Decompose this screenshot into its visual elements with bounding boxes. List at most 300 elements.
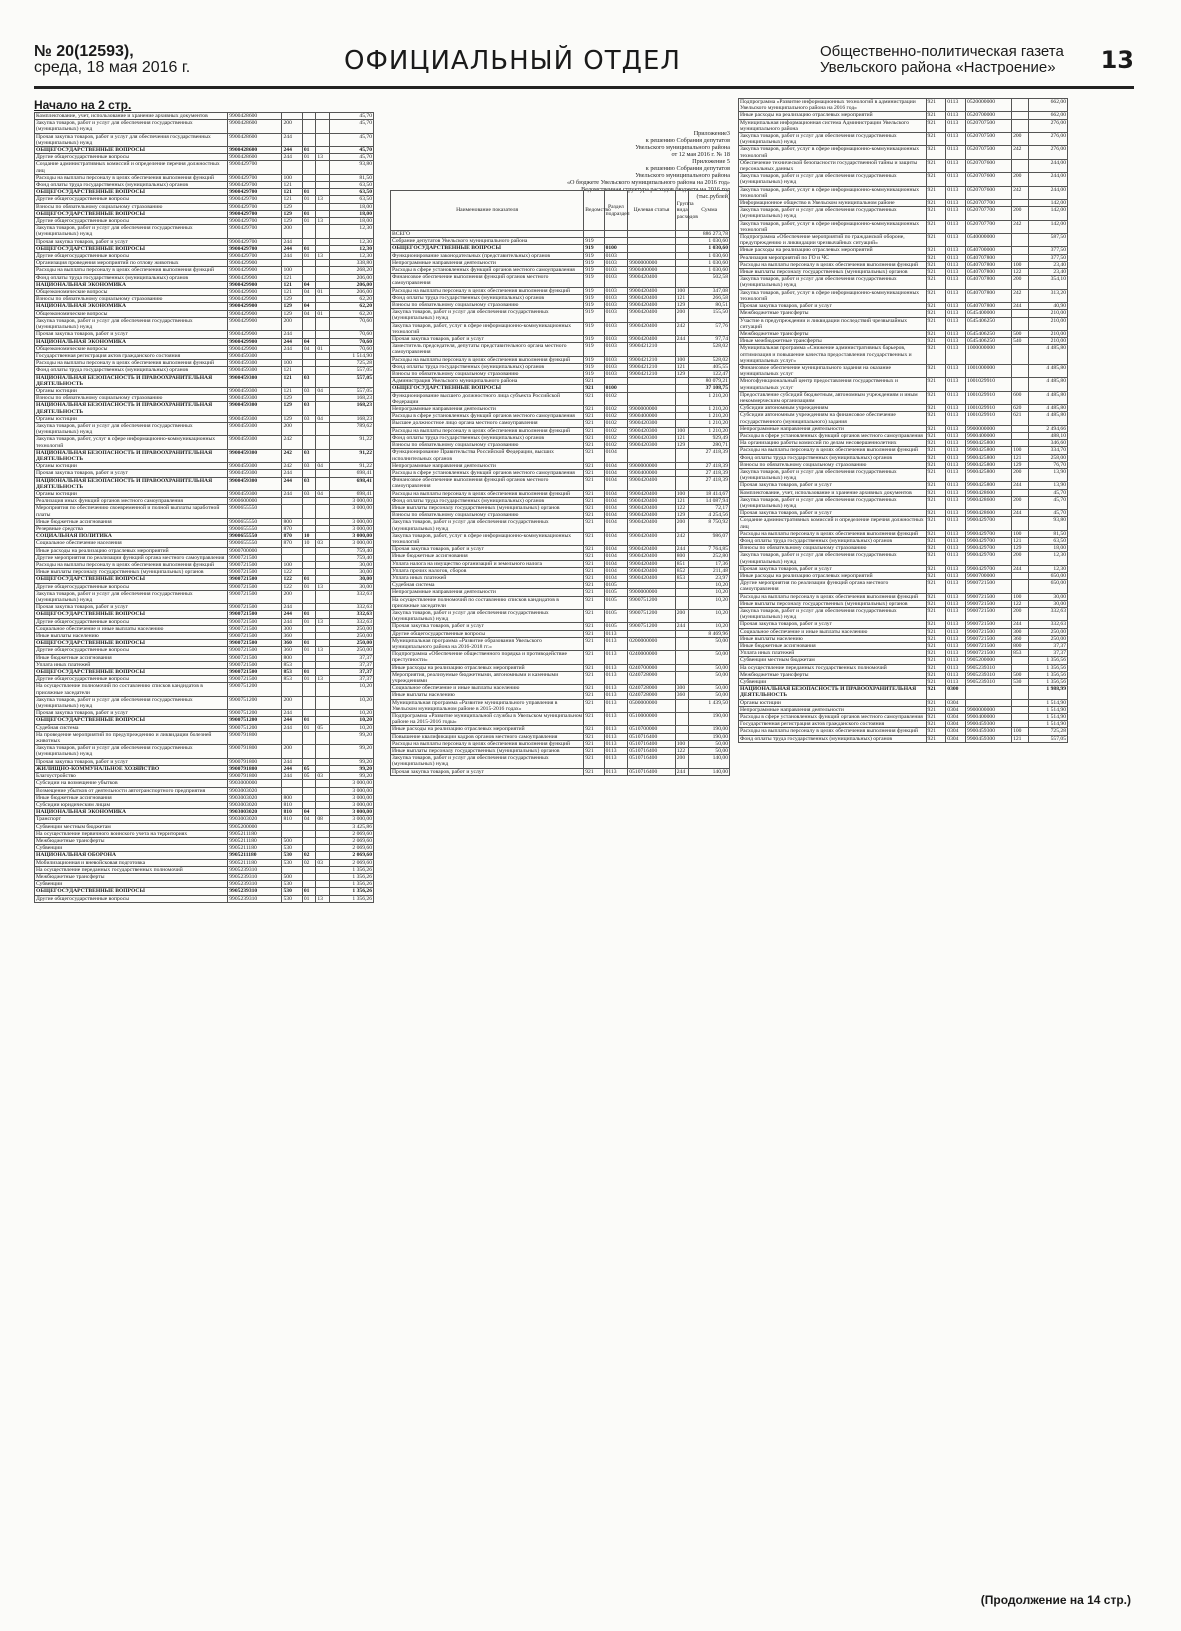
row-code: 9900721500 bbox=[228, 625, 282, 632]
row-code bbox=[675, 392, 689, 405]
row-amount: 528,02 bbox=[689, 356, 730, 363]
continued-from: Начало на 2 стр. bbox=[34, 98, 132, 112]
table-row bbox=[35, 576, 374, 583]
row-code: 0113 bbox=[946, 207, 966, 220]
row-code: 0520000000 bbox=[966, 99, 1012, 112]
row-code: 0103 bbox=[604, 309, 628, 322]
row-label: Фонд оплаты труда государственных (муниципальных) органов bbox=[35, 274, 228, 281]
row-amount: 1 514,90 bbox=[329, 352, 373, 359]
appendix-line: к решению Собрания депутатов bbox=[645, 137, 730, 144]
table-row bbox=[35, 518, 374, 525]
row-code bbox=[316, 717, 330, 724]
row-code bbox=[302, 547, 316, 554]
table-row bbox=[35, 245, 374, 252]
row-code: 244 bbox=[282, 710, 302, 717]
row-code: 919 bbox=[584, 267, 604, 274]
table-row bbox=[391, 309, 730, 322]
row-code: 921 bbox=[584, 713, 604, 726]
row-code: 0113 bbox=[946, 159, 966, 172]
table-row bbox=[739, 412, 1068, 425]
table-row bbox=[35, 640, 374, 647]
row-code: 921 bbox=[926, 391, 946, 404]
row-amount: 3 000,00 bbox=[329, 816, 373, 823]
row-label: Закупка товаров, работ и услуг для обеспечения государственных (муниципальных) нужд bbox=[35, 317, 228, 330]
table-row bbox=[35, 533, 374, 540]
row-code: 129 bbox=[282, 210, 302, 217]
row-label: Создание административных комиссий и определение перечня должностных лиц bbox=[35, 161, 228, 174]
row-code: 0113 bbox=[946, 173, 966, 186]
row-amount: 99,20 bbox=[329, 758, 373, 765]
row-amount: 276,00 bbox=[1028, 133, 1068, 146]
row-label: Мероприятия по обеспечению своевременной и полной выплаты заработной платы bbox=[35, 505, 228, 518]
row-code: 500 bbox=[1012, 330, 1028, 337]
row-amount: 2 494,66 bbox=[1028, 425, 1068, 432]
row-code: 0103 bbox=[604, 267, 628, 274]
row-code bbox=[628, 231, 675, 238]
row-code bbox=[316, 133, 330, 146]
row-amount: 1 356,56 bbox=[1028, 664, 1068, 671]
row-code: 921 bbox=[926, 119, 946, 132]
row-code: 0102 bbox=[604, 434, 628, 441]
row-code: 9900429900 bbox=[228, 331, 282, 338]
row-code: 0240700000 bbox=[628, 664, 675, 671]
row-amount: 313,20 bbox=[1028, 289, 1068, 302]
row-code: 100 bbox=[282, 267, 302, 274]
row-amount: 14 087,94 bbox=[689, 497, 730, 504]
row-amount: 50,00 bbox=[689, 671, 730, 684]
row-code: 921 bbox=[926, 679, 946, 686]
row-label: Иные выплаты населению bbox=[35, 633, 228, 640]
row-code: 9900721500 bbox=[228, 611, 282, 618]
row-code bbox=[316, 758, 330, 765]
row-label: Закупка товаров, работ и услуг для обеспечения государственных (муниципальных) нужд bbox=[35, 120, 228, 133]
row-label: Муниципальная информационная система Администрации Увельского муниципального района bbox=[739, 119, 927, 132]
row-code: 9900791800 bbox=[228, 731, 282, 744]
row-code: 0113 bbox=[946, 496, 966, 509]
row-code: 200 bbox=[282, 422, 302, 435]
row-code bbox=[675, 713, 689, 726]
row-code: 921 bbox=[926, 378, 946, 391]
row-code: 921 bbox=[584, 609, 604, 622]
table-row bbox=[35, 338, 374, 345]
row-code: 122 bbox=[282, 576, 302, 583]
row-label: Иные расходы на реализацию отраслевых мероприятий bbox=[391, 664, 584, 671]
row-code: 853 bbox=[1012, 650, 1028, 657]
table-row bbox=[739, 261, 1068, 268]
appendix-line: (тыс.рублей) bbox=[696, 193, 730, 200]
row-code: 300 bbox=[675, 685, 689, 692]
row-label: Взносы по обязательному социальному страхованию bbox=[739, 461, 927, 468]
row-amount: 250,00 bbox=[329, 647, 373, 654]
row-code bbox=[1012, 432, 1028, 439]
row-code bbox=[316, 837, 330, 844]
table-row bbox=[35, 852, 374, 859]
row-code: 9900429900 bbox=[228, 303, 282, 310]
row-code: 0520700000 bbox=[966, 112, 1012, 119]
row-code: 9900429900 bbox=[228, 338, 282, 345]
row-code bbox=[302, 238, 316, 245]
table-row bbox=[391, 651, 730, 664]
row-label: Закупка товаров, работ и услуг для обеспечения государственных (муниципальных) нужд bbox=[739, 276, 927, 289]
row-code: 0113 bbox=[946, 573, 966, 580]
row-code bbox=[1012, 99, 1028, 112]
row-code: 0113 bbox=[946, 545, 966, 552]
row-code: 919 bbox=[584, 336, 604, 343]
row-code bbox=[302, 498, 316, 505]
row-code bbox=[584, 231, 604, 238]
row-amount: 45,70 bbox=[1028, 496, 1068, 509]
row-code: 921 bbox=[926, 364, 946, 377]
row-code: 0102 bbox=[604, 427, 628, 434]
row-label: Фонд оплаты труда государственных (муниципальных) органов bbox=[391, 294, 584, 301]
row-code bbox=[675, 378, 689, 385]
table-row bbox=[35, 203, 374, 210]
row-code: 129 bbox=[282, 303, 302, 310]
row-label: Фонд оплаты труда государственных (муниципальных) органов bbox=[739, 538, 927, 545]
row-code: 0103 bbox=[604, 274, 628, 287]
table-row bbox=[35, 676, 374, 683]
row-code: 0103 bbox=[604, 371, 628, 378]
table-row bbox=[739, 657, 1068, 664]
row-label: НАЦИОНАЛЬНАЯ БЕЗОПАСНОСТЬ И ПРАВООХРАНИТЕЛЬНАЯ ДЕЯТЕЛЬНОСТЬ bbox=[739, 686, 927, 699]
table-row bbox=[35, 661, 374, 668]
table-row bbox=[35, 415, 374, 422]
row-code: 0520707500 bbox=[966, 146, 1012, 159]
table-row bbox=[35, 402, 374, 415]
table-row bbox=[391, 378, 730, 385]
row-code: 121 bbox=[675, 434, 689, 441]
row-amount: 18,00 bbox=[1028, 545, 1068, 552]
section-title: ОФИЦИАЛЬНЫЙ ОТДЕЛ bbox=[344, 46, 681, 76]
row-code: 0510716400 bbox=[628, 755, 675, 768]
row-amount: 557,05 bbox=[329, 367, 373, 374]
row-code bbox=[316, 823, 330, 830]
row-code: 0104 bbox=[604, 477, 628, 490]
row-code: 0103 bbox=[604, 294, 628, 301]
row-code: 921 bbox=[926, 628, 946, 635]
row-code: 853 bbox=[282, 661, 302, 668]
row-code: 0304 bbox=[946, 735, 966, 742]
table-row bbox=[35, 196, 374, 203]
row-amount: 502,58 bbox=[689, 274, 730, 287]
row-code: 04 bbox=[302, 310, 316, 317]
row-code bbox=[316, 852, 330, 859]
row-amount: 10,20 bbox=[329, 683, 373, 696]
table-row bbox=[391, 427, 730, 434]
row-label: Реализация мероприятий по ГО и ЧС bbox=[739, 254, 927, 261]
row-amount: 62,20 bbox=[329, 303, 373, 310]
row-code: 9905211180 bbox=[228, 852, 282, 859]
row-code bbox=[302, 161, 316, 174]
row-code: 921 bbox=[926, 447, 946, 454]
row-code: 0113 bbox=[604, 664, 628, 671]
table-row bbox=[391, 469, 730, 476]
row-code: 9900425800 bbox=[966, 468, 1012, 481]
table-row bbox=[739, 461, 1068, 468]
row-label: Субвенции bbox=[739, 679, 927, 686]
row-code: 9900791800 bbox=[228, 758, 282, 765]
row-code: 9900429700 bbox=[966, 545, 1012, 552]
row-amount: 3 425,86 bbox=[329, 823, 373, 830]
row-code: 9900420400 bbox=[628, 287, 675, 294]
row-code: 921 bbox=[584, 671, 604, 684]
row-label: Расходы на выплаты персоналу в целях обеспечения выполнения функций bbox=[391, 287, 584, 294]
row-amount: 72,17 bbox=[689, 504, 730, 511]
table-row bbox=[35, 238, 374, 245]
row-code: 9900421210 bbox=[628, 371, 675, 378]
row-code bbox=[302, 633, 316, 640]
row-label: Взносы по обязательному социальному страхованию bbox=[35, 395, 228, 402]
table-row bbox=[739, 133, 1068, 146]
row-code bbox=[316, 533, 330, 540]
row-label: На осуществление первичного воинского учета на территориях bbox=[35, 830, 228, 837]
row-code: 244 bbox=[282, 253, 302, 260]
row-code bbox=[316, 683, 330, 696]
row-code: 921 bbox=[926, 345, 946, 365]
row-amount: 97,74 bbox=[689, 336, 730, 343]
row-code bbox=[316, 210, 330, 217]
row-label: Межбюджетные трансферты bbox=[739, 310, 927, 317]
row-code bbox=[316, 547, 330, 554]
row-code: 852 bbox=[675, 567, 689, 574]
row-label: Прочая закупка товаров, работ и услуг bbox=[391, 768, 584, 775]
row-code: 01 bbox=[302, 618, 316, 625]
row-code bbox=[316, 845, 330, 852]
row-code bbox=[316, 604, 330, 611]
row-code: 244 bbox=[282, 338, 302, 345]
row-code bbox=[1012, 200, 1028, 207]
row-code bbox=[1012, 378, 1028, 391]
row-code: 04 bbox=[302, 816, 316, 823]
row-code: 9900420400 bbox=[628, 336, 675, 343]
row-label: НАЦИОНАЛЬНАЯ БЕЗОПАСНОСТЬ И ПРАВООХРАНИТЕЛЬНАЯ ДЕЯТЕЛЬНОСТЬ bbox=[35, 374, 228, 387]
row-code: 9900429900 bbox=[228, 310, 282, 317]
row-amount: 1 514,90 bbox=[1028, 714, 1068, 721]
row-code: 530 bbox=[282, 845, 302, 852]
table-row bbox=[35, 267, 374, 274]
row-code: 921 bbox=[926, 261, 946, 268]
table-row bbox=[739, 234, 1068, 247]
row-code: 919 bbox=[584, 302, 604, 309]
row-label: Прочая закупка товаров, работ и услуг bbox=[35, 604, 228, 611]
row-code bbox=[316, 661, 330, 668]
row-code: 9900751200 bbox=[628, 596, 675, 609]
row-code: 0520707500 bbox=[966, 133, 1012, 146]
row-code: 9900721500 bbox=[228, 604, 282, 611]
row-code: 200 bbox=[1012, 552, 1028, 565]
row-code bbox=[316, 281, 330, 288]
row-code: 921 bbox=[584, 385, 604, 392]
table-row bbox=[739, 664, 1068, 671]
row-amount: 3 000,00 bbox=[329, 809, 373, 816]
row-label: Закупка товаров, работ, услуг в сфере информационно-коммуникационных технологий bbox=[739, 289, 927, 302]
table-row bbox=[35, 161, 374, 174]
row-amount: 276,00 bbox=[1028, 119, 1068, 132]
row-code: 200 bbox=[282, 590, 302, 603]
row-code bbox=[316, 260, 330, 267]
row-label: Иные бюджетные ассигнования bbox=[739, 643, 927, 650]
table-row bbox=[35, 189, 374, 196]
row-label: Закупка товаров, работ и услуг для обеспечения государственных (муниципальных) нужд bbox=[739, 552, 927, 565]
row-code bbox=[316, 182, 330, 189]
row-code: 921 bbox=[926, 440, 946, 447]
row-label: Закупка товаров, работ и услуг для обеспечения государственных (муниципальных) нужд bbox=[391, 309, 584, 322]
row-code: 0113 bbox=[604, 726, 628, 733]
row-amount: 45,70 bbox=[329, 147, 373, 154]
row-amount: 80,51 bbox=[689, 302, 730, 309]
row-label: НАЦИОНАЛЬНАЯ БЕЗОПАСНОСТЬ И ПРАВООХРАНИТЕЛЬНАЯ ДЕЯТЕЛЬНОСТЬ bbox=[35, 477, 228, 490]
row-label: Субвенции bbox=[35, 845, 228, 852]
row-code: 121 bbox=[282, 281, 302, 288]
row-code: 9900429700 bbox=[228, 253, 282, 260]
row-label: Финансовое обеспечение выполнения функций органов местного самоуправления bbox=[391, 477, 584, 490]
row-code bbox=[675, 651, 689, 664]
row-code: 0500000000 bbox=[628, 699, 675, 712]
row-code bbox=[316, 525, 330, 532]
row-amount: 37,37 bbox=[329, 661, 373, 668]
table-row bbox=[391, 567, 730, 574]
row-code: 0104 bbox=[604, 519, 628, 532]
row-code bbox=[675, 449, 689, 462]
appendix-line: от 12 мая 2016 г. № 18 bbox=[671, 151, 730, 158]
row-code: 9905211180 bbox=[228, 830, 282, 837]
row-label: Иные выплаты персоналу государственных (муниципальных) органов bbox=[739, 600, 927, 607]
row-code: 870 bbox=[282, 533, 302, 540]
row-amount: 70,60 bbox=[329, 345, 373, 352]
table-row bbox=[391, 755, 730, 768]
row-code: 9900655550 bbox=[228, 540, 282, 547]
table-row bbox=[35, 174, 374, 181]
row-code: 0104 bbox=[604, 553, 628, 560]
row-code: 121 bbox=[675, 497, 689, 504]
row-code bbox=[302, 331, 316, 338]
row-code: 03 bbox=[302, 402, 316, 415]
row-code: 0113 bbox=[946, 378, 966, 391]
row-code: 244 bbox=[282, 724, 302, 731]
row-code: 0103 bbox=[604, 336, 628, 343]
row-amount: 3 000,00 bbox=[329, 518, 373, 525]
row-code: 9900721500 bbox=[228, 569, 282, 576]
row-code: 13 bbox=[316, 196, 330, 203]
row-code: 9900459300 bbox=[228, 415, 282, 422]
row-code bbox=[675, 259, 689, 266]
paper-name bbox=[820, 44, 1064, 76]
row-code bbox=[316, 113, 330, 120]
table-header-row bbox=[391, 191, 730, 231]
row-code: 0104 bbox=[604, 504, 628, 511]
row-code: 0540707800 bbox=[966, 269, 1012, 276]
row-code: 244 bbox=[282, 147, 302, 154]
row-code bbox=[675, 245, 689, 252]
row-label: Уплата налога на имущество организаций и земельного налога bbox=[391, 560, 584, 567]
row-code bbox=[1012, 657, 1028, 664]
row-amount: 63,50 bbox=[1028, 538, 1068, 545]
row-code bbox=[1012, 310, 1028, 317]
row-code: 9900420400 bbox=[628, 553, 675, 560]
row-label: Закупка товаров, работ и услуг для обеспечения государственных (муниципальных) нужд bbox=[739, 207, 927, 220]
row-amount: 206,00 bbox=[329, 281, 373, 288]
table-row bbox=[35, 717, 374, 724]
row-amount: 168,23 bbox=[329, 395, 373, 402]
row-code bbox=[316, 367, 330, 374]
row-amount: 280,71 bbox=[689, 442, 730, 449]
row-amount: 2 069,60 bbox=[329, 852, 373, 859]
row-code: 9900429700 bbox=[228, 203, 282, 210]
row-label: Расходы в сфере установленных функций органов местного самоуправления bbox=[391, 267, 584, 274]
row-code: 244 bbox=[282, 765, 302, 772]
table-row bbox=[35, 604, 374, 611]
row-code bbox=[282, 683, 302, 696]
row-code: 921 bbox=[926, 220, 946, 233]
row-label: Предоставление субсидий бюджетным, автономным учреждениям и иным некоммерческим организациям bbox=[739, 391, 927, 404]
table-row bbox=[35, 218, 374, 225]
row-code: 921 bbox=[584, 630, 604, 637]
row-code: 0113 bbox=[946, 671, 966, 678]
row-code: 0105 bbox=[604, 609, 628, 622]
row-amount: 12,30 bbox=[1028, 565, 1068, 572]
row-code bbox=[1012, 345, 1028, 365]
row-code bbox=[1012, 159, 1028, 172]
row-code: 9905239310 bbox=[228, 866, 282, 873]
row-code: 242 bbox=[675, 532, 689, 545]
row-amount: 4 485,80 bbox=[1028, 378, 1068, 391]
row-label: Межбюджетные трансферты bbox=[739, 330, 927, 337]
row-amount: 266,58 bbox=[689, 294, 730, 301]
table-row bbox=[391, 623, 730, 630]
row-code: 9900459300 bbox=[228, 436, 282, 449]
row-label: Социальное обеспечение и иные выплаты населению bbox=[739, 628, 927, 635]
budget-table-col2 bbox=[390, 190, 730, 1522]
row-code bbox=[1012, 489, 1028, 496]
row-code: 921 bbox=[584, 574, 604, 581]
row-code: 0113 bbox=[946, 425, 966, 432]
table-row bbox=[35, 470, 374, 477]
row-amount: 587,50 bbox=[1028, 234, 1068, 247]
row-code bbox=[302, 794, 316, 801]
row-label: НАЦИОНАЛЬНАЯ БЕЗОПАСНОСТЬ И ПРАВООХРАНИТЕЛЬНАЯ ДЕЯТЕЛЬНОСТЬ bbox=[35, 449, 228, 462]
row-code: 9900429900 bbox=[228, 345, 282, 352]
row-amount: 206,00 bbox=[329, 274, 373, 281]
row-code: 9900400000 bbox=[628, 413, 675, 420]
row-code: 100 bbox=[1012, 530, 1028, 537]
row-code: 921 bbox=[926, 254, 946, 261]
table-row bbox=[739, 600, 1068, 607]
row-label: Судебная система bbox=[391, 582, 584, 589]
row-amount: 1 030,60 bbox=[689, 245, 730, 252]
row-amount: 338,80 bbox=[329, 260, 373, 267]
row-code: 9905239310 bbox=[228, 888, 282, 895]
row-code: 919 bbox=[584, 252, 604, 259]
row-code: 870 bbox=[282, 540, 302, 547]
row-code: 9905239310 bbox=[966, 679, 1012, 686]
row-code bbox=[302, 505, 316, 518]
row-code: 9900425800 bbox=[966, 440, 1012, 447]
table-row bbox=[391, 582, 730, 589]
row-code: 919 bbox=[584, 287, 604, 294]
row-code bbox=[316, 518, 330, 525]
row-amount: 40,90 bbox=[1028, 303, 1068, 310]
row-code: 9905200000 bbox=[228, 823, 282, 830]
row-label: На осуществление переданных государственных полномочий bbox=[739, 664, 927, 671]
table-row bbox=[35, 303, 374, 310]
row-label: Закупка товаров, работ и услуг для обеспечения государственных (муниципальных) нужд bbox=[739, 608, 927, 621]
row-amount: 276,00 bbox=[1028, 146, 1068, 159]
row-code: 921 bbox=[584, 504, 604, 511]
row-code: 04 bbox=[316, 415, 330, 422]
row-code bbox=[1012, 317, 1028, 330]
row-code: 200 bbox=[282, 120, 302, 133]
row-code bbox=[316, 765, 330, 772]
